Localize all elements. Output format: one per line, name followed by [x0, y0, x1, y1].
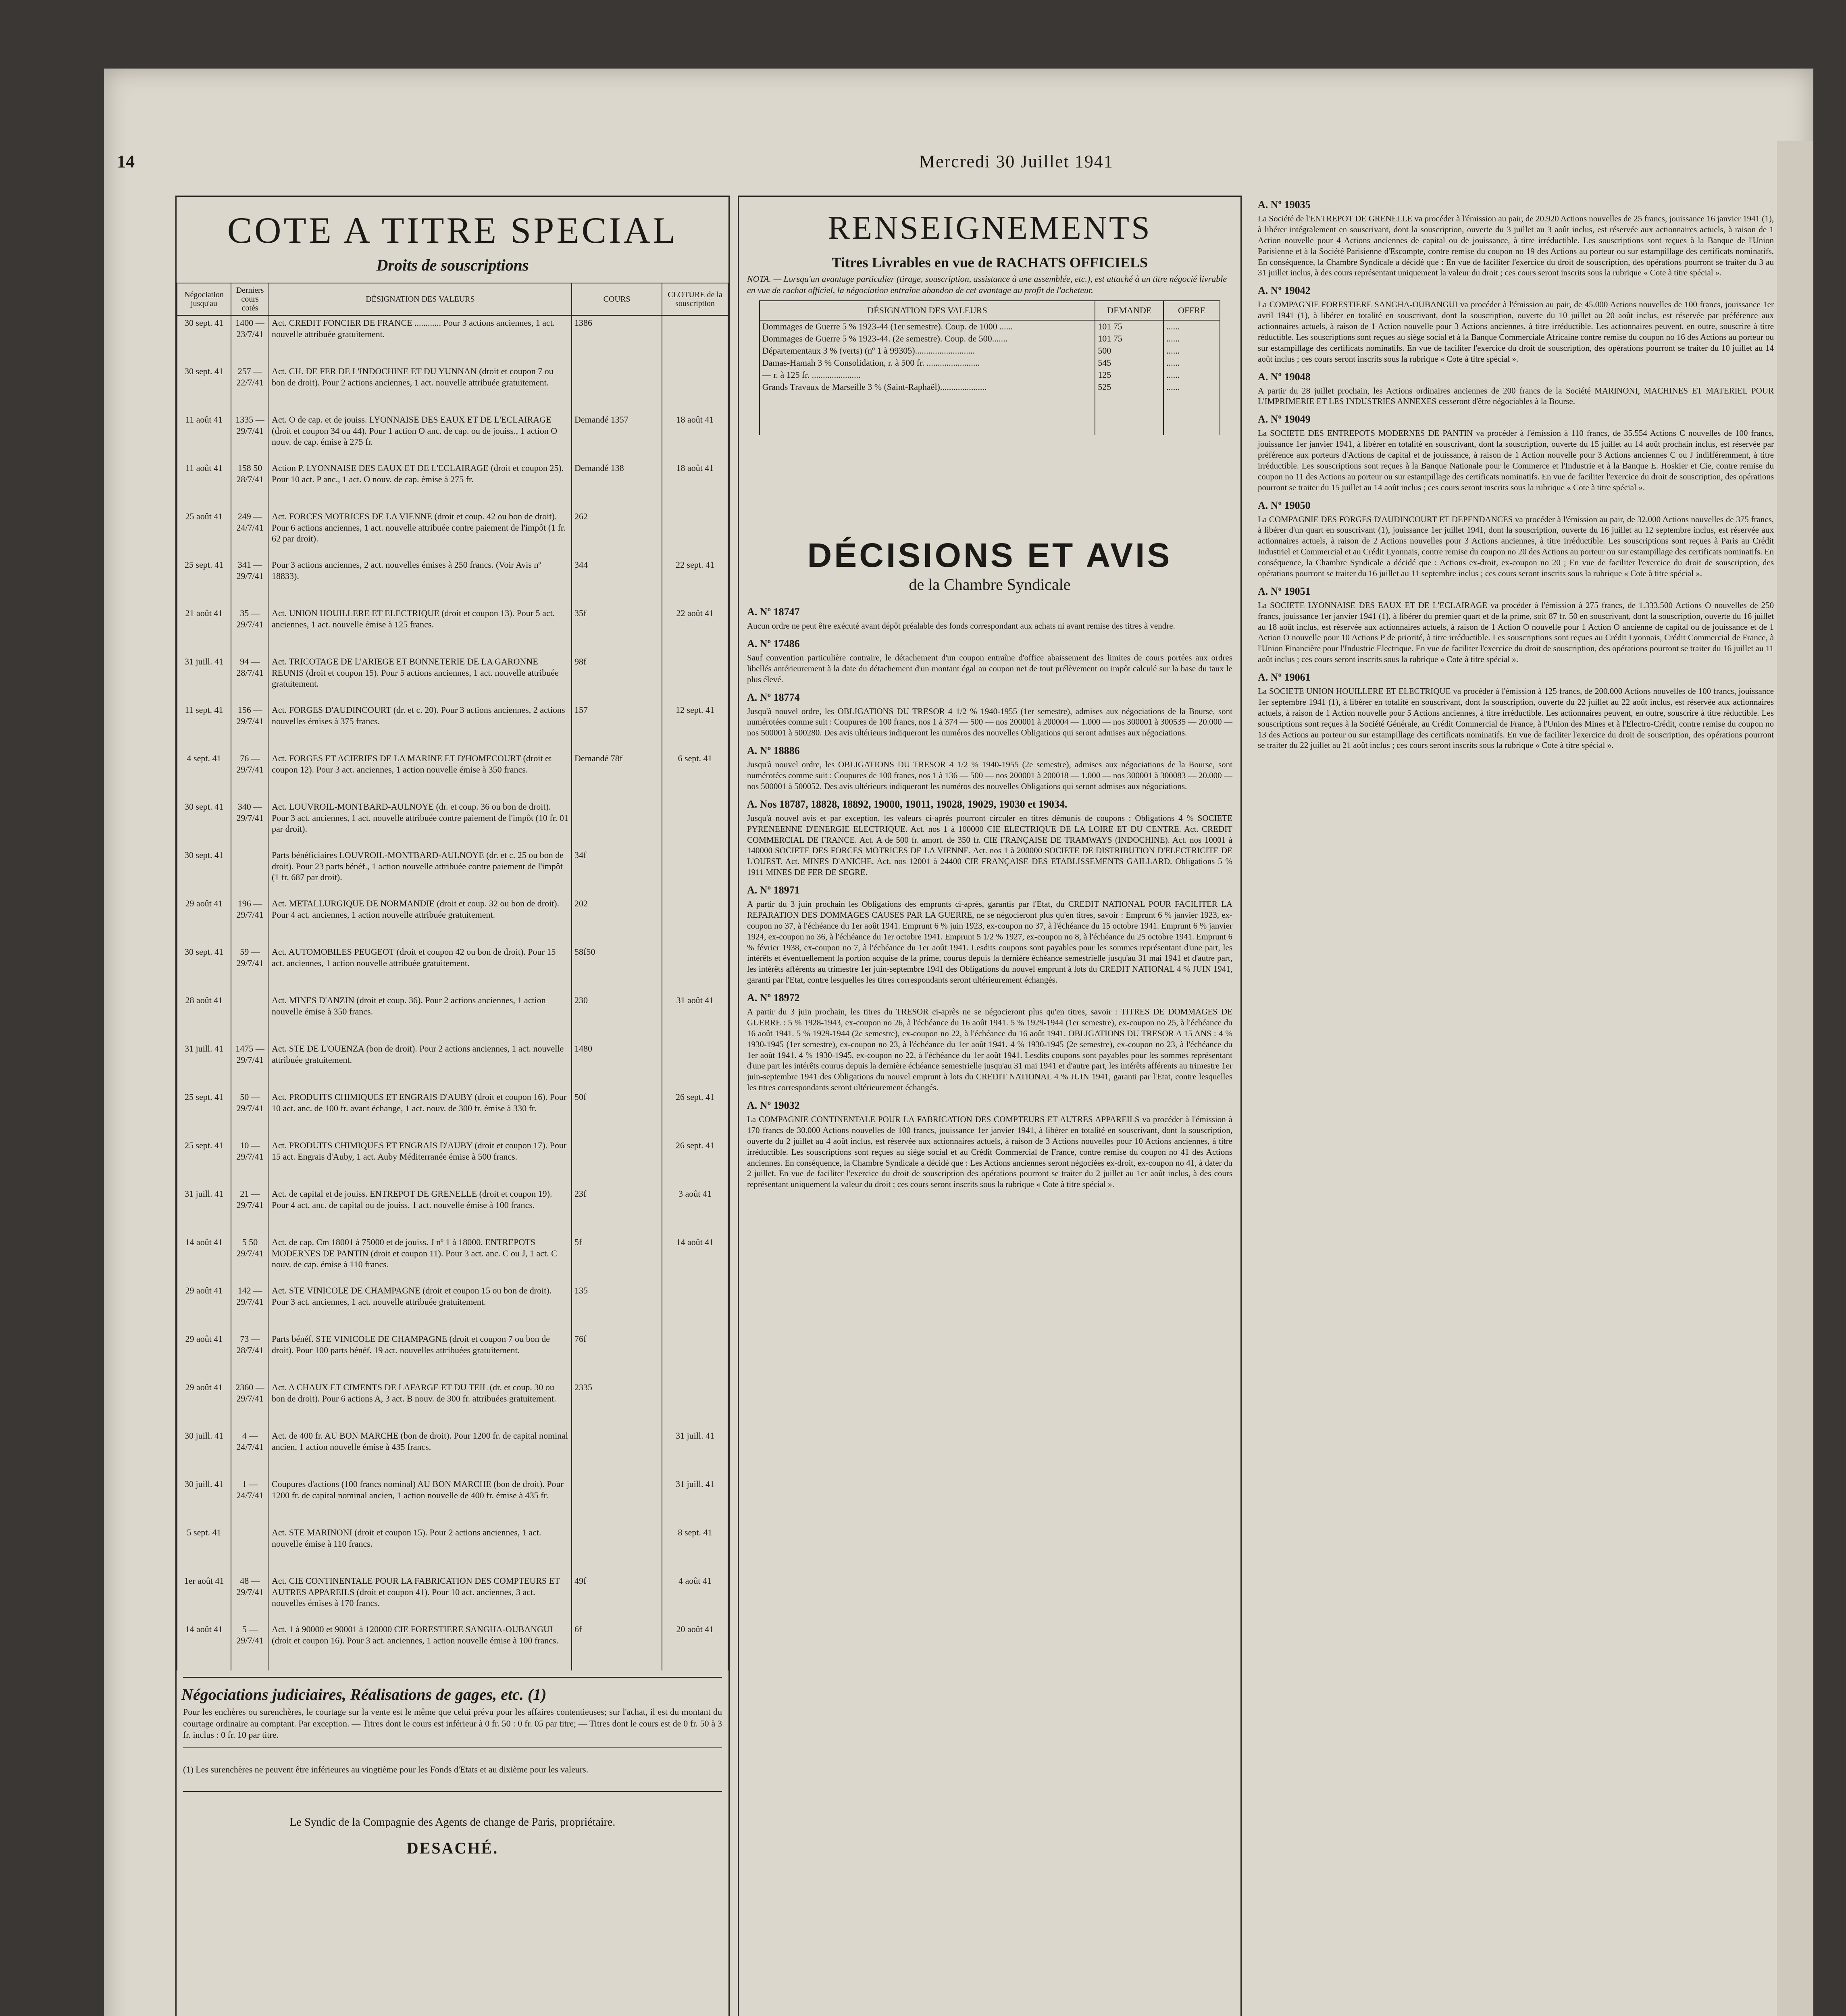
row-cloture: 8 sept. 41 — [662, 1525, 728, 1574]
table-row — [177, 1477, 728, 1525]
rachat-offre: ...... — [1163, 345, 1220, 357]
renseignements-title: RENSEIGNEMENTS — [828, 209, 1152, 246]
row-last-cours: 94 — 28/7/41 — [231, 654, 269, 703]
row-cloture — [662, 848, 728, 896]
rachat-designation: Départementaux 3 % (verts) (nº 1 à 99305)........................... — [760, 345, 1095, 357]
row-cours: 35f — [572, 606, 662, 654]
avis-item — [747, 638, 1232, 685]
avis-item — [747, 884, 1232, 985]
col-header-designation: DÉSIGNATION DES VALEURS — [269, 283, 572, 315]
row-date: 30 sept. 41 — [177, 315, 231, 364]
avis-number: A. Nos 18787, 18828, 18892, 19000, 19011, 19028, 19029, 19030 et 19034. — [747, 798, 1068, 810]
row-cloture — [662, 1283, 728, 1332]
avis-item — [1258, 199, 1774, 278]
row-cours: 262 — [572, 509, 662, 558]
row-designation: Coupures d'actions (100 francs nominal) AU BON MARCHE (bon de droit). Pour 1200 fr. de capital nominal ancien, 1 action nouvelle de 400 fr. émise à 435 fr. — [269, 1477, 572, 1525]
row-last-cours: 5 50 29/7/41 — [231, 1235, 269, 1283]
row-last-cours: 1335 — 29/7/41 — [231, 412, 269, 461]
row-last-cours: 142 — 29/7/41 — [231, 1283, 269, 1332]
divider — [183, 1791, 722, 1792]
row-date: 30 sept. 41 — [177, 848, 231, 896]
divider — [183, 1677, 722, 1678]
row-designation: Act. 1 à 90000 et 90001 à 120000 CIE FORESTIERE SANGHA-OUBANGUI (droit et coupon 16). Pour 3 act. anciennes, 1 action nouvelle émise à 100 francs. — [269, 1622, 572, 1670]
row-cloture: 26 sept. 41 — [662, 1090, 728, 1138]
avis-text: Jusqu'à nouvel ordre, les OBLIGATIONS DU TRESOR 4 1/2 % 1940-1955 (1er semestre), admises aux négociations de la Bourse, sont numérotées comme suit : Coupures de 100 francs, nos 1 à 374 — 500 — nos 200001 à 200004 — 1.000 — nos 300001 à 300535 — 20.000 — nos 500001 à 500280. Des avis ultérieurs indiqueront les numéros des nouvelles Obligations qui seront admises aux négociations. — [747, 706, 1232, 738]
row-cours — [572, 800, 662, 848]
row-last-cours: 35 — 29/7/41 — [231, 606, 269, 654]
rachat-designation: Dommages de Guerre 5 % 1923-44. (2e semestre). Coup. de 500....... — [760, 333, 1095, 345]
avis-number: A. Nº 19032 — [747, 1100, 800, 1111]
row-designation: Act. de cap. Cm 18001 à 75000 et de jouiss. J nº 1 à 18000. ENTREPOTS MODERNES DE PANTIN (droit et coupon 11). Pour 3 act. anc. C ou J, 1 act. C nouv. de cap. émise à 110 francs. — [269, 1235, 572, 1283]
rachat-demande: 545 — [1095, 357, 1163, 369]
row-cours: 76f — [572, 1332, 662, 1380]
avis-number: A. Nº 19061 — [1258, 671, 1311, 683]
row-last-cours — [231, 1525, 269, 1574]
row-last-cours: 73 — 28/7/41 — [231, 1332, 269, 1380]
row-designation: Act. METALLURGIQUE DE NORMANDIE (droit et coup. 32 ou bon de droit). Pour 4 act. anciennes, 1 action nouvelle attribuée gratuitement. — [269, 896, 572, 945]
row-last-cours — [231, 993, 269, 1041]
row-designation: Act. CH. DE FER DE L'INDOCHINE ET DU YUNNAN (droit et coupon 7 ou bon de droit). Pour 2 actions anciennes, 1 act. nouvelle attribuée gratuitement. — [269, 364, 572, 412]
rachats-subtitle: Titres Livrables en vue de RACHATS OFFICIELS — [831, 254, 1148, 271]
spacer-cell — [1095, 393, 1163, 435]
row-cours: 23f — [572, 1187, 662, 1235]
table-row — [177, 1138, 728, 1187]
row-last-cours: 1400 — 23/7/41 — [231, 315, 269, 364]
col-header-cloture: CLOTURE de la souscription — [662, 283, 728, 315]
row-cours: Demandé 1357 — [572, 412, 662, 461]
row-date: 11 août 41 — [177, 461, 231, 509]
row-date: 1er août 41 — [177, 1574, 231, 1622]
table-row — [177, 606, 728, 654]
row-date: 31 juill. 41 — [177, 1041, 231, 1090]
row-last-cours: 340 — 29/7/41 — [231, 800, 269, 848]
page-edge — [1777, 141, 1813, 2016]
footnote: (1) Les surenchères ne peuvent être inférieures au vingtième pour les Fonds d'Etats et au dixième pour les valeurs. — [183, 1764, 589, 1774]
row-cloture — [662, 945, 728, 993]
rachat-row — [760, 345, 1220, 357]
decisions-title: DÉCISIONS ET AVIS — [807, 536, 1172, 574]
row-designation: Act. MINES D'ANZIN (droit et coup. 36). Pour 2 actions anciennes, 1 action nouvelle émise à 350 francs. — [269, 993, 572, 1041]
row-cours: Demandé 78f — [572, 751, 662, 800]
row-designation: Act. TRICOTAGE DE L'ARIEGE ET BONNETERIE DE LA GARONNE REUNIS (droit et coupon 15). Pour 5 actions anciennes, 1 act. nouvelle attribuée gratuitement. — [269, 654, 572, 703]
row-designation: Act. AUTOMOBILES PEUGEOT (droit et coupon 42 ou bon de droit). Pour 15 act. anciennes, 1 action nouvelle attribuée gratuitement. — [269, 945, 572, 993]
col-header-cours: COURS — [572, 283, 662, 315]
avis-item — [747, 798, 1232, 878]
row-cours: 157 — [572, 703, 662, 751]
rachat-offre: ...... — [1163, 320, 1220, 333]
table-row — [177, 993, 728, 1041]
avis-text: La COMPAGNIE FORESTIERE SANGHA-OUBANGUI va procéder à l'émission au pair, de 45.000 Actions nouvelles de 100 francs, jouissance 1er avril 1941 (1), à libérer en totalité en souscrivant, dont la souscription, ouverte du 10 juillet au 20 août inclus, est réservée par préférence aux actionnaires actuels, à raison de 1 Action nouvelle pour 3 Actions anciennes, à titre irréductible. Les actionnaires peuvent, en outre, souscrire à titre réductible. Les souscriptions sont reçues au siège social et à la Banque Commerciale Africaine contre remise du coupon no 16 des Actions au porteur ou sur estampillage des certificats nominatifs. En vue de faciliter l'exercice du droit de souscription, des opérations pourront se traiter du 10 juillet au 14 août inclus ; ces cours seront inscrits sous la rubrique « Cote à titre spécial ». — [1258, 300, 1774, 364]
row-cours — [572, 1138, 662, 1187]
rachat-demande: 125 — [1095, 369, 1163, 381]
cote-title: COTE A TITRE SPECIAL — [227, 210, 678, 251]
avis-number: A. Nº 18747 — [747, 606, 800, 618]
avis-item — [1258, 500, 1774, 579]
table-row — [177, 315, 728, 364]
avis-text: La SOCIETE DES ENTREPOTS MODERNES DE PANTIN va procéder à l'émission à 110 francs, de 35.554 Actions C nouvelles de 100 francs, jouissance 1er janvier 1941, à libérer en totalité en souscrivant, dont la souscription, ouverte du 15 juillet au 14 août prochain inclus, est réservée par préférence aux porteurs d'Actions de capital et de jouissance, à raison de 1 Action nouvelle pour 3 Actions anciennes C ou J indifféremment, à titre irréductible. Les souscriptions sont reçues à la Banque Nationale pour le Commerce et l'Industrie et à la Banque E. Hoskier et Cie, contre remise du coupon no 11 des Actions au porteur ou sur estampillage des certificats nominatifs. En vue de faciliter l'exercice du droit de souscription, des opérations pourront se traiter du 15 juillet au 14 août inclus ; ces cours seront inscrits sous la rubrique « Cote à titre spécial ». — [1258, 428, 1774, 492]
row-designation: Act. PRODUITS CHIMIQUES ET ENGRAIS D'AUBY (droit et coupon 17). Pour 15 act. Engrais d'Auby, 1 act. Auby Méditerranée émise à 500 francs. — [269, 1138, 572, 1187]
avis-number: A. Nº 19050 — [1258, 499, 1311, 511]
table-row — [177, 800, 728, 848]
row-designation: Act. PRODUITS CHIMIQUES ET ENGRAIS D'AUBY (droit et coupon 16). Pour 10 act. anc. de 100 fr. avant échange, 1 act. nouv. de 300 fr. émise à 330 fr. — [269, 1090, 572, 1138]
row-last-cours — [231, 848, 269, 896]
avis-text: La SOCIETE LYONNAISE DES EAUX ET DE L'ECLAIRAGE va procéder à l'émission à 275 francs, de 1.333.500 Actions O nouvelles de 250 francs, jouissance 1er janvier 1941 (1), à libérer du premier quart et de la prime, soit 87 fr. 50 en souscrivant, dont la souscription, ouverte du 16 juillet au 18 août inclus, est réservée aux actionnaires actuels, à raison de 1 Action O nouvelle pour 1 Action O ancienne de capital ou de jouissance et de 1 Action O nouvelle pour 10 Actions P de priorité, à titre irréductible. Les souscriptions sont reçues au Crédit Lyonnais, Crédit Commercial de France, à l'Union Financière pour l'Industrie Electrique. En vue de faciliter l'exercice du droit de souscription, des opérations pourront se traiter du 16 juillet au 11 août inclus ; ces cours seront inscrits sous la rubrique « Cote à titre spécial ». — [1258, 600, 1774, 664]
cote-table — [177, 283, 728, 1670]
row-cloture — [662, 654, 728, 703]
row-cloture: 20 août 41 — [662, 1622, 728, 1670]
row-date: 29 août 41 — [177, 1380, 231, 1429]
row-cours: 2335 — [572, 1380, 662, 1429]
rachat-designation: Grands Travaux de Marseille 3 % (Saint-Raphaël)..................... — [760, 381, 1095, 393]
row-date: 30 juill. 41 — [177, 1477, 231, 1525]
avis-number: A. Nº 19035 — [1258, 199, 1311, 210]
table-row — [177, 1525, 728, 1574]
row-designation: Act. de 400 fr. AU BON MARCHE (bon de droit). Pour 1200 fr. de capital nominal ancien, 1 action nouvelle émise à 435 francs. — [269, 1429, 572, 1477]
rachat-demande: 101 75 — [1095, 333, 1163, 345]
table-row — [177, 848, 728, 896]
row-cours — [572, 1477, 662, 1525]
row-date: 14 août 41 — [177, 1622, 231, 1670]
avis-text: Jusqu'à nouvel ordre, les OBLIGATIONS DU TRESOR 4 1/2 % 1940-1955 (2e semestre), admises aux négociations de la Bourse, sont numérotées comme suit : Coupures de 100 francs, nos 1 à 136 — 500 — nos 200001 à 200018 — 1.000 — nos 300001 à 300083 — 20.000 — nos 500001 à 500052. Des avis ultérieurs indiqueront les numéros des nouvelles Obligations qui seront admises aux négociations. — [747, 760, 1232, 791]
col-header-negociation: Négociation jusqu'au — [177, 283, 231, 315]
rachat-col-offre: OFFRE — [1163, 301, 1220, 320]
row-cloture: 14 août 41 — [662, 1235, 728, 1283]
rachat-designation: Damas-Hamah 3 % Consolidation, r. à 500 fr. ........................ — [760, 357, 1095, 369]
row-designation: Act. LOUVROIL-MONTBARD-AULNOYE (dr. et coup. 36 ou bon de droit). Pour 3 act. anciennes, 1 act. nouvelle attribuée contre paiement de l'impôt (10 fr. 01 par droit). — [269, 800, 572, 848]
avis-item — [1258, 585, 1774, 665]
avis-item — [747, 691, 1232, 739]
spacer-cell — [760, 393, 1095, 435]
table-row — [177, 1332, 728, 1380]
rachat-spacer-row — [760, 393, 1220, 435]
row-cloture: 22 sept. 41 — [662, 558, 728, 606]
row-date: 11 août 41 — [177, 412, 231, 461]
table-row — [177, 703, 728, 751]
table-row — [177, 1283, 728, 1332]
row-cours — [572, 1429, 662, 1477]
avis-number: A. Nº 19051 — [1258, 585, 1311, 597]
row-last-cours: 341 — 29/7/41 — [231, 558, 269, 606]
row-cours: 49f — [572, 1574, 662, 1622]
row-last-cours: 257 — 22/7/41 — [231, 364, 269, 412]
row-cloture: 31 juill. 41 — [662, 1477, 728, 1525]
row-cours: 135 — [572, 1283, 662, 1332]
row-cloture: 6 sept. 41 — [662, 751, 728, 800]
rachat-offre: ...... — [1163, 333, 1220, 345]
row-last-cours: 59 — 29/7/41 — [231, 945, 269, 993]
table-row — [177, 1574, 728, 1622]
row-cours — [572, 364, 662, 412]
rachat-col-demande: DEMANDE — [1095, 301, 1163, 320]
avis-item — [1258, 371, 1774, 407]
negociations-text: Pour les enchères ou surenchères, le courtage sur la vente est le même que celui prévu pour les affaires contentieuses; sur l'achat, il est du montant du courtage ordinaire au comptant. Par exception. — Titres dont le cours est inférieur à 0 fr. 50 : 0 fr. 05 par titre; — Titres dont le cours est de 0 fr. 50 à 3 fr. inclus : 0 fr. 10 par titre. — [183, 1707, 722, 1740]
row-designation: Act. A CHAUX ET CIMENTS DE LAFARGE ET DU TEIL (dr. et coup. 30 ou bon de droit). Pour 6 actions A, 3 act. B nouv. de 300 fr. attribuées gratuitement. — [269, 1380, 572, 1429]
row-cloture — [662, 1041, 728, 1090]
row-cloture: 18 août 41 — [662, 412, 728, 461]
table-row — [177, 1380, 728, 1429]
row-designation: Parts bénéficiaires LOUVROIL-MONTBARD-AULNOYE (dr. et c. 25 ou bon de droit). Pour 23 parts bénéf., 1 action nouvelle attribuée contre paiement de l'impôt (1 fr. 687 par droit). — [269, 848, 572, 896]
row-last-cours: 1 — 24/7/41 — [231, 1477, 269, 1525]
row-cours: 1386 — [572, 315, 662, 364]
rachat-designation: Dommages de Guerre 5 % 1923-44 (1er semestre). Coup. de 1000 ...... — [760, 320, 1095, 333]
row-cours: 98f — [572, 654, 662, 703]
row-date: 25 août 41 — [177, 509, 231, 558]
row-cloture — [662, 800, 728, 848]
row-last-cours: 158 50 28/7/41 — [231, 461, 269, 509]
row-date: 11 sept. 41 — [177, 703, 231, 751]
avis-item — [747, 745, 1232, 792]
avis-item — [1258, 413, 1774, 493]
row-date: 4 sept. 41 — [177, 751, 231, 800]
row-cloture: 12 sept. 41 — [662, 703, 728, 751]
table-row — [177, 751, 728, 800]
table-row — [177, 412, 728, 461]
row-last-cours: 156 — 29/7/41 — [231, 703, 269, 751]
table-row — [177, 896, 728, 945]
row-date: 30 sept. 41 — [177, 800, 231, 848]
row-cloture: 22 août 41 — [662, 606, 728, 654]
renseignements-column — [738, 196, 1242, 2016]
row-date: 30 juill. 41 — [177, 1429, 231, 1477]
rachat-offre: ...... — [1163, 381, 1220, 393]
table-row — [177, 558, 728, 606]
rachat-offre: ...... — [1163, 369, 1220, 381]
cote-column — [175, 196, 730, 2016]
row-cloture: 31 juill. 41 — [662, 1429, 728, 1477]
row-cours: 1480 — [572, 1041, 662, 1090]
row-cours: 344 — [572, 558, 662, 606]
row-cloture — [662, 1380, 728, 1429]
avis-number: A. Nº 18886 — [747, 745, 800, 757]
table-row — [177, 1235, 728, 1283]
table-row — [177, 509, 728, 558]
rachat-row — [760, 333, 1220, 345]
row-designation: Act. FORGES D'AUDINCOURT (dr. et c. 20). Pour 3 actions anciennes, 2 actions nouvelles émises à 375 francs. — [269, 703, 572, 751]
row-cours — [572, 1525, 662, 1574]
row-date: 21 août 41 — [177, 606, 231, 654]
row-designation: Act. O de cap. et de jouiss. LYONNAISE DES EAUX ET DE L'ECLAIRAGE (droit et coupon 34 ou 44). Pour 1 action O anc. de cap. ou de jouiss., 1 action O nouv. de cap. émise à 275 fr. — [269, 412, 572, 461]
row-designation: Pour 3 actions anciennes, 2 act. nouvelles émises à 250 francs. (Voir Avis nº 18833). — [269, 558, 572, 606]
row-designation: Act. CIE CONTINENTALE POUR LA FABRICATION DES COMPTEURS ET AUTRES APPAREILS (droit et coupon 41). Pour 10 act. anciennes, 3 act. nouvelles émises à 170 francs. — [269, 1574, 572, 1622]
row-last-cours: 4 — 24/7/41 — [231, 1429, 269, 1477]
row-date: 25 sept. 41 — [177, 1090, 231, 1138]
avis-number: A. Nº 19042 — [1258, 285, 1311, 297]
avis-list-right — [1250, 199, 1782, 751]
rachats-nota: NOTA. — Lorsqu'un avantage particulier (tirage, souscription, assistance à une assemblée, etc.), est attaché à un titre négocié livrable en vue de rachat officiel, la négociation entraîne abandon de cet avantage au profit de l'acheteur. — [747, 274, 1227, 295]
row-date: 31 juill. 41 — [177, 1187, 231, 1235]
row-last-cours: 21 — 29/7/41 — [231, 1187, 269, 1235]
table-row — [177, 1187, 728, 1235]
row-cours: 230 — [572, 993, 662, 1041]
page-number: 14 — [117, 152, 135, 171]
row-cloture: 26 sept. 41 — [662, 1138, 728, 1187]
avis-item — [1258, 285, 1774, 364]
row-date: 29 août 41 — [177, 1283, 231, 1332]
spacer-cell — [1163, 393, 1220, 435]
rachat-designation: — r. à 125 fr. ...................... — [760, 369, 1095, 381]
avis-column-right — [1250, 196, 1782, 2016]
row-last-cours: 76 — 29/7/41 — [231, 751, 269, 800]
rachat-row — [760, 357, 1220, 369]
row-designation: Act. FORCES MOTRICES DE LA VIENNE (droit et coup. 42 ou bon de droit). Pour 6 actions anciennes, 1 act. nouvelle attribuée contre paiement de l'impôt (1 fr. 62 par droit). — [269, 509, 572, 558]
row-last-cours: 1475 — 29/7/41 — [231, 1041, 269, 1090]
avis-item — [747, 992, 1232, 1093]
row-cloture — [662, 509, 728, 558]
table-row — [177, 461, 728, 509]
row-cours: 58f50 — [572, 945, 662, 993]
row-designation: Act. STE MARINONI (droit et coupon 15). Pour 2 actions anciennes, 1 act. nouvelle émise à 110 francs. — [269, 1525, 572, 1574]
decisions-subtitle: de la Chambre Syndicale — [909, 575, 1071, 594]
cote-subtitle: Droits de souscriptions — [376, 256, 529, 274]
avis-number: A. Nº 18774 — [747, 691, 800, 703]
avis-text: La Société de l'ENTREPOT DE GRENELLE va procéder à l'émission au pair, de 20.920 Actions nouvelles de 25 francs, jouissance 16 janvier 1941 (1), à libérer intégralement en souscrivant, dont la souscription, ouverte du 3 juillet au 3 août inclus, est réservée aux actionnaires actuels, à raison de 1 Action nouvelle pour 4 Actions anciennes de capital ou de jouissance, à titre irréductible. Les souscriptions sont reçues à la Banque de l'Union Parisienne et à la Société Parisienne d'Escompte, contre remise du coupon no 19 des Actions au porteur ou sur estampillage des certificats nominatifs. En conséquence, la Chambre Syndicale a décidé que : En vue de faciliter l'exercice du droit de souscription, des opérations pourront se traiter du 3 au 31 juillet inclus, à des cours représentant uniquement la valeur du droit ; ces cours seront inscrits sous la rubrique « Cote à titre spécial ». — [1258, 214, 1774, 278]
rachat-row — [760, 369, 1220, 381]
avis-item — [747, 1100, 1232, 1190]
syndic-line: Le Syndic de la Compagnie des Agents de change de Paris, propriétaire. — [289, 1816, 616, 1829]
row-last-cours: 249 — 24/7/41 — [231, 509, 269, 558]
rachat-demande: 525 — [1095, 381, 1163, 393]
row-date: 5 sept. 41 — [177, 1525, 231, 1574]
row-cloture — [662, 896, 728, 945]
row-cloture — [662, 315, 728, 364]
row-cloture: 31 août 41 — [662, 993, 728, 1041]
row-cours: 50f — [572, 1090, 662, 1138]
row-cloture: 4 août 41 — [662, 1574, 728, 1622]
avis-text: Sauf convention particulière contraire, le détachement d'un coupon entraîne d'office abaissement des limites de cours portées aux ordres libellés antérieurement à la date du détachement d'un montant égal au coupon net de tout prélèvement ou impôt calculé sur la base du taux le plus élevé. — [747, 652, 1232, 684]
row-designation: Parts bénéf. STE VINICOLE DE CHAMPAGNE (droit et coupon 7 ou bon de droit). Pour 100 parts bénéf. 19 act. nouvelles attribuées gratuitement. — [269, 1332, 572, 1380]
row-designation: Act. CREDIT FONCIER DE FRANCE ............ Pour 3 actions anciennes, 1 act. nouvelle attribuée gratuitement. — [269, 315, 572, 364]
avis-item — [1258, 671, 1774, 751]
avis-number: A. Nº 19048 — [1258, 371, 1311, 383]
table-row — [177, 1622, 728, 1670]
row-last-cours: 48 — 29/7/41 — [231, 1574, 269, 1622]
rachat-demande: 101 75 — [1095, 320, 1163, 333]
row-cours: Demandé 138 — [572, 461, 662, 509]
rachats-table — [759, 300, 1220, 435]
rachat-col-designation: DÉSIGNATION DES VALEURS — [760, 301, 1095, 320]
table-row — [177, 1041, 728, 1090]
avis-number: A. Nº 18972 — [747, 992, 800, 1004]
table-row — [177, 364, 728, 412]
row-date: 31 juill. 41 — [177, 654, 231, 703]
rachat-demande: 500 — [1095, 345, 1163, 357]
row-cours: 6f — [572, 1622, 662, 1670]
row-designation: Act. STE DE L'OUENZA (bon de droit). Pour 2 actions anciennes, 1 act. nouvelle attribuée gratuitement. — [269, 1041, 572, 1090]
row-date: 30 sept. 41 — [177, 945, 231, 993]
row-designation: Act. FORGES ET ACIERIES DE LA MARINE ET D'HOMECOURT (droit et coupon 12). Pour 3 act. anciennes, 1 action nouvelle émise à 350 francs. — [269, 751, 572, 800]
row-date: 30 sept. 41 — [177, 364, 231, 412]
negociations-title: Négociations judiciaires, Réalisations de gages, etc. (1) — [181, 1685, 547, 1704]
avis-text: A partir du 3 juin prochain les Obligations des emprunts ci-après, garantis par l'Etat, du CREDIT NATIONAL POUR FACILITER LA REPARATION DES DOMMAGES CAUSES PAR LA GUERRE, ne se négocieront plus qu'en titres, savoir : Emprunt 6 % janvier 1923, ex-coupon no 37, à l'échéance du 1er août 1941. Emprunt 6 % juin 1923, ex-coupon no 37, à l'échéance du 15 octobre 1941. Emprunt 6 % janvier 1924, ex-coupon no 36, à l'échéance du 1er octobre 1941. Emprunt 5 1/2 % 1927, ex-coupon no 8, à l'échéance du 25 octobre 1941. Emprunt 6 % février 1938, ex-coupon no 7, à l'échéance du 1er août 1941. Lesdits coupons sont payables pour les sommes représentant d'une part, les intérêts et éventuellement la portion acquise de la prime, courus depuis la dernière échéance semestrielle jusqu'au 31 mai 1941 et d'autre part, les intérêts afférents au trimestre 1er juin-septembre 1941 des Obligations du nouvel emprunt à lots du CREDIT NATIONAL 4 % JUIN 1941, garanti par l'Etat, contre lesquelles les titres correspondants seront ultérieurement échangés. — [747, 899, 1232, 985]
row-cloture: 18 août 41 — [662, 461, 728, 509]
avis-text: La SOCIETE UNION HOUILLERE ET ELECTRIQUE va procéder à l'émission à 125 francs, de 200.000 Actions nouvelles de 100 francs, jouissance 1er septembre 1941 (1), à libérer en totalité en souscrivant, dont la souscription, ouverte du 22 juillet au 22 août inclus, est réservée aux actionnaires actuels, à raison de 1 Action nouvelle pour 5 Actions anciennes, à titre irréductible. Les actionnaires peuvent, en outre, souscrire à titre réductible. Les souscriptions sont reçues à la Société Générale, au Crédit Commercial de France, à l'Union des Mines et à l'Electro-Crédit, contre remise du coupon no 13 des Actions au porteur ou sur estampillage des certificats nominatifs. En vue de faciliter l'exercice du droit de souscription, des opérations pourront se traiter du 22 juillet au 21 août inclus ; ces cours seront inscrits sous la rubrique « Cote à titre spécial ». — [1258, 686, 1774, 750]
avis-text: A partir du 3 juin prochain, les titres du TRESOR ci-après ne se négocieront plus qu'en titres, savoir : TITRES DE DOMMAGES DE GUERRE : 5 % 1928-1943, ex-coupon no 26, à l'échéance du 16 août 1941. 5 % 1929-1944 (1er semestre), ex-coupon no 25, à l'échéance du 16 août 1941. 5 % 1929-1944 (2e semestre), ex-coupon no 22, à l'échéance du 16 août 1941. OBLIGATIONS DU TRESOR A 15 ANS : 4 % 1930-1945 (1er semestre), ex-coupon no 23, à l'échéance du 1er août 1941. 4 % 1930-1945 (2e semestre), ex-coupon no 23, à l'échéance du 1er août 1941. 4 % 1930-1945, ex-coupon no 22, à l'échéance du 1er août 1941. Lesdits coupons sont payables pour les sommes représentant d'une part les intérêts courus depuis la dernière échéance semestrielle jusqu'au 31 mai 1941 et d'autre part, les intérêts afférents au trimestre 1er juin-septembre 1941 des Obligations du nouvel emprunt à lots du CREDIT NATIONAL 4 % JUIN 1941, garanti par l'Etat, contre lesquelles les titres correspondants seront ultérieurement échangés. — [747, 1007, 1232, 1093]
row-cloture — [662, 364, 728, 412]
table-row — [177, 654, 728, 703]
row-cloture — [662, 1332, 728, 1380]
col-header-derniers: Derniers cours cotés — [231, 283, 269, 315]
row-date: 28 août 41 — [177, 993, 231, 1041]
row-last-cours: 5 — 29/7/41 — [231, 1622, 269, 1670]
row-date: 29 août 41 — [177, 896, 231, 945]
avis-text: Jusqu'à nouvel avis et par exception, les valeurs ci-après pourront circuler en titres démunis de coupons : Obligations 4 % SOCIETE PYRENEENNE D'ENERGIE ELECTRIQUE. Act. nos 1 à 100000 CIE ELECTRIQUE DE LA LOIRE ET DU CENTRE. Act. CREDIT COMMERCIAL DE FRANCE. Act. A de 500 fr. amort. de 350 fr. CIE FRANÇAISE DE TRAMWAYS (INDOCHINE). Act. nos 10001 à 140000 SOCIETE DES FORCES MOTRICES DE LA VIENNE. Act. nos 1 à 200000 SOCIETE DE DISTRIBUTION D'ELECTRICITE DE L'OUEST. Act. MINES D'ANICHE. Act. nos 12001 à 24400 CIE FRANÇAISE DES ETABLISSEMENTS GAILLARD. Obligations 5 % 1911 MINES DE FER DE SEGRE. — [747, 813, 1232, 877]
row-cours: 34f — [572, 848, 662, 896]
row-cloture: 3 août 41 — [662, 1187, 728, 1235]
divider — [183, 1747, 722, 1748]
avis-text: La COMPAGNIE DES FORGES D'AUDINCOURT ET DEPENDANCES va procéder à l'émission au pair, de 32.000 Actions nouvelles de 375 francs, à libérer d'un quart en souscrivant (1), jouissance 1er juillet 1941, dont la souscription, ouverte du 16 juillet au 12 septembre inclus, est réservée aux actionnaires actuels, à raison de 2 Actions nouvelles pour 3 Actions anciennes, à titre irréductible. Les souscriptions sont reçues à Paris au Crédit Industriel et Commercial et au Crédit Lyonnais, contre remise du coupon no 20 des Actions au porteur ou sur estampillage des certificats nominatifs. En conséquence, la Chambre Syndicale a décidé que : Actions ex-droit, ex-coupon no 20 ; En vue de faciliter l'exercice du droit de souscription, des opérations pourront se traiter du 16 juillet au 11 septembre inclus ; ces cours seront inscrits sous la rubrique « Cote à titre spécial ». — [1258, 514, 1774, 578]
table-row — [177, 1429, 728, 1477]
page-header — [117, 151, 1750, 179]
page-date: Mercredi 30 Juillet 1941 — [919, 152, 1113, 171]
row-cours: 5f — [572, 1235, 662, 1283]
row-date: 25 sept. 41 — [177, 558, 231, 606]
avis-text: Aucun ordre ne peut être exécuté avant dépôt préalable des fonds correspondant aux achats ni avant remise des titres à vendre. — [747, 621, 1175, 631]
avis-list — [739, 606, 1240, 1190]
rachat-row — [760, 320, 1220, 333]
avis-text: La COMPAGNIE CONTINENTALE POUR LA FABRICATION DES COMPTEURS ET AUTRES APPAREILS va procéder à l'émission à 170 francs de 30.000 Actions nouvelles de 100 francs, jouissance 1er janvier 1941, à libérer en totalité en souscrivant, dont la souscription, ouverte du 2 juillet au 4 août inclus, est réservée aux actionnaires actuels, à raison de 3 Actions nouvelles pour 10 Actions anciennes, à titre irréductible. Les souscriptions sont reçues au siège social et au Crédit Commercial de France, contre remise du coupon no 41 des Actions anciennes. En conséquence, la Chambre Syndicale a décidé que : Les Actions anciennes seront négociées ex-droit, ex-coupon no 41, à dater du 2 juillet. En vue de faciliter l'exercice du droit de souscription des opérations pourront se traiter du 2 juillet au 1er août inclus, à des cours représentant uniquement la valeur du droit ; ces cours seront inscrits sous la rubrique « Cote à titre spécial ». — [747, 1114, 1232, 1189]
row-date: 29 août 41 — [177, 1332, 231, 1380]
row-date: 14 août 41 — [177, 1235, 231, 1283]
avis-item — [747, 606, 1232, 631]
signature: DESACHÉ. — [406, 1839, 499, 1857]
row-designation: Act. UNION HOUILLERE ET ELECTRIQUE (droit et coupon 13). Pour 5 act. anciennes, 1 act. nouvelle émise à 125 francs. — [269, 606, 572, 654]
avis-number: A. Nº 18971 — [747, 884, 800, 896]
row-last-cours: 2360 — 29/7/41 — [231, 1380, 269, 1429]
row-cours: 202 — [572, 896, 662, 945]
avis-number: A. Nº 17486 — [747, 637, 800, 650]
row-last-cours: 196 — 29/7/41 — [231, 896, 269, 945]
rachat-offre: ...... — [1163, 357, 1220, 369]
row-last-cours: 50 — 29/7/41 — [231, 1090, 269, 1138]
row-designation: Act. de capital et de jouiss. ENTREPOT DE GRENELLE (droit et coupon 19). Pour 4 act. anc. de capital ou de jouiss. 1 act. nouvelle émise à 100 francs. — [269, 1187, 572, 1235]
table-row — [177, 945, 728, 993]
row-last-cours: 10 — 29/7/41 — [231, 1138, 269, 1187]
row-designation: Act. STE VINICOLE DE CHAMPAGNE (droit et coupon 15 ou bon de droit). Pour 3 act. anciennes, 1 act. nouvelle attribuée gratuitement. — [269, 1283, 572, 1332]
table-row — [177, 1090, 728, 1138]
row-designation: Action P. LYONNAISE DES EAUX ET DE L'ECLAIRAGE (droit et coupon 25). Pour 10 act. P anc., 1 act. O nouv. de cap. émise à 275 fr. — [269, 461, 572, 509]
rachat-row — [760, 381, 1220, 393]
avis-text: A partir du 28 juillet prochain, les Actions ordinaires anciennes de 200 francs de la Société MARINONI, MACHINES ET MATERIEL POUR L'IMPRIMERIE ET LES INDUSTRIES ANNEXES cesseront d'être négociables à la Bourse. — [1258, 385, 1774, 406]
avis-number: A. Nº 19049 — [1258, 413, 1311, 425]
row-date: 25 sept. 41 — [177, 1138, 231, 1187]
